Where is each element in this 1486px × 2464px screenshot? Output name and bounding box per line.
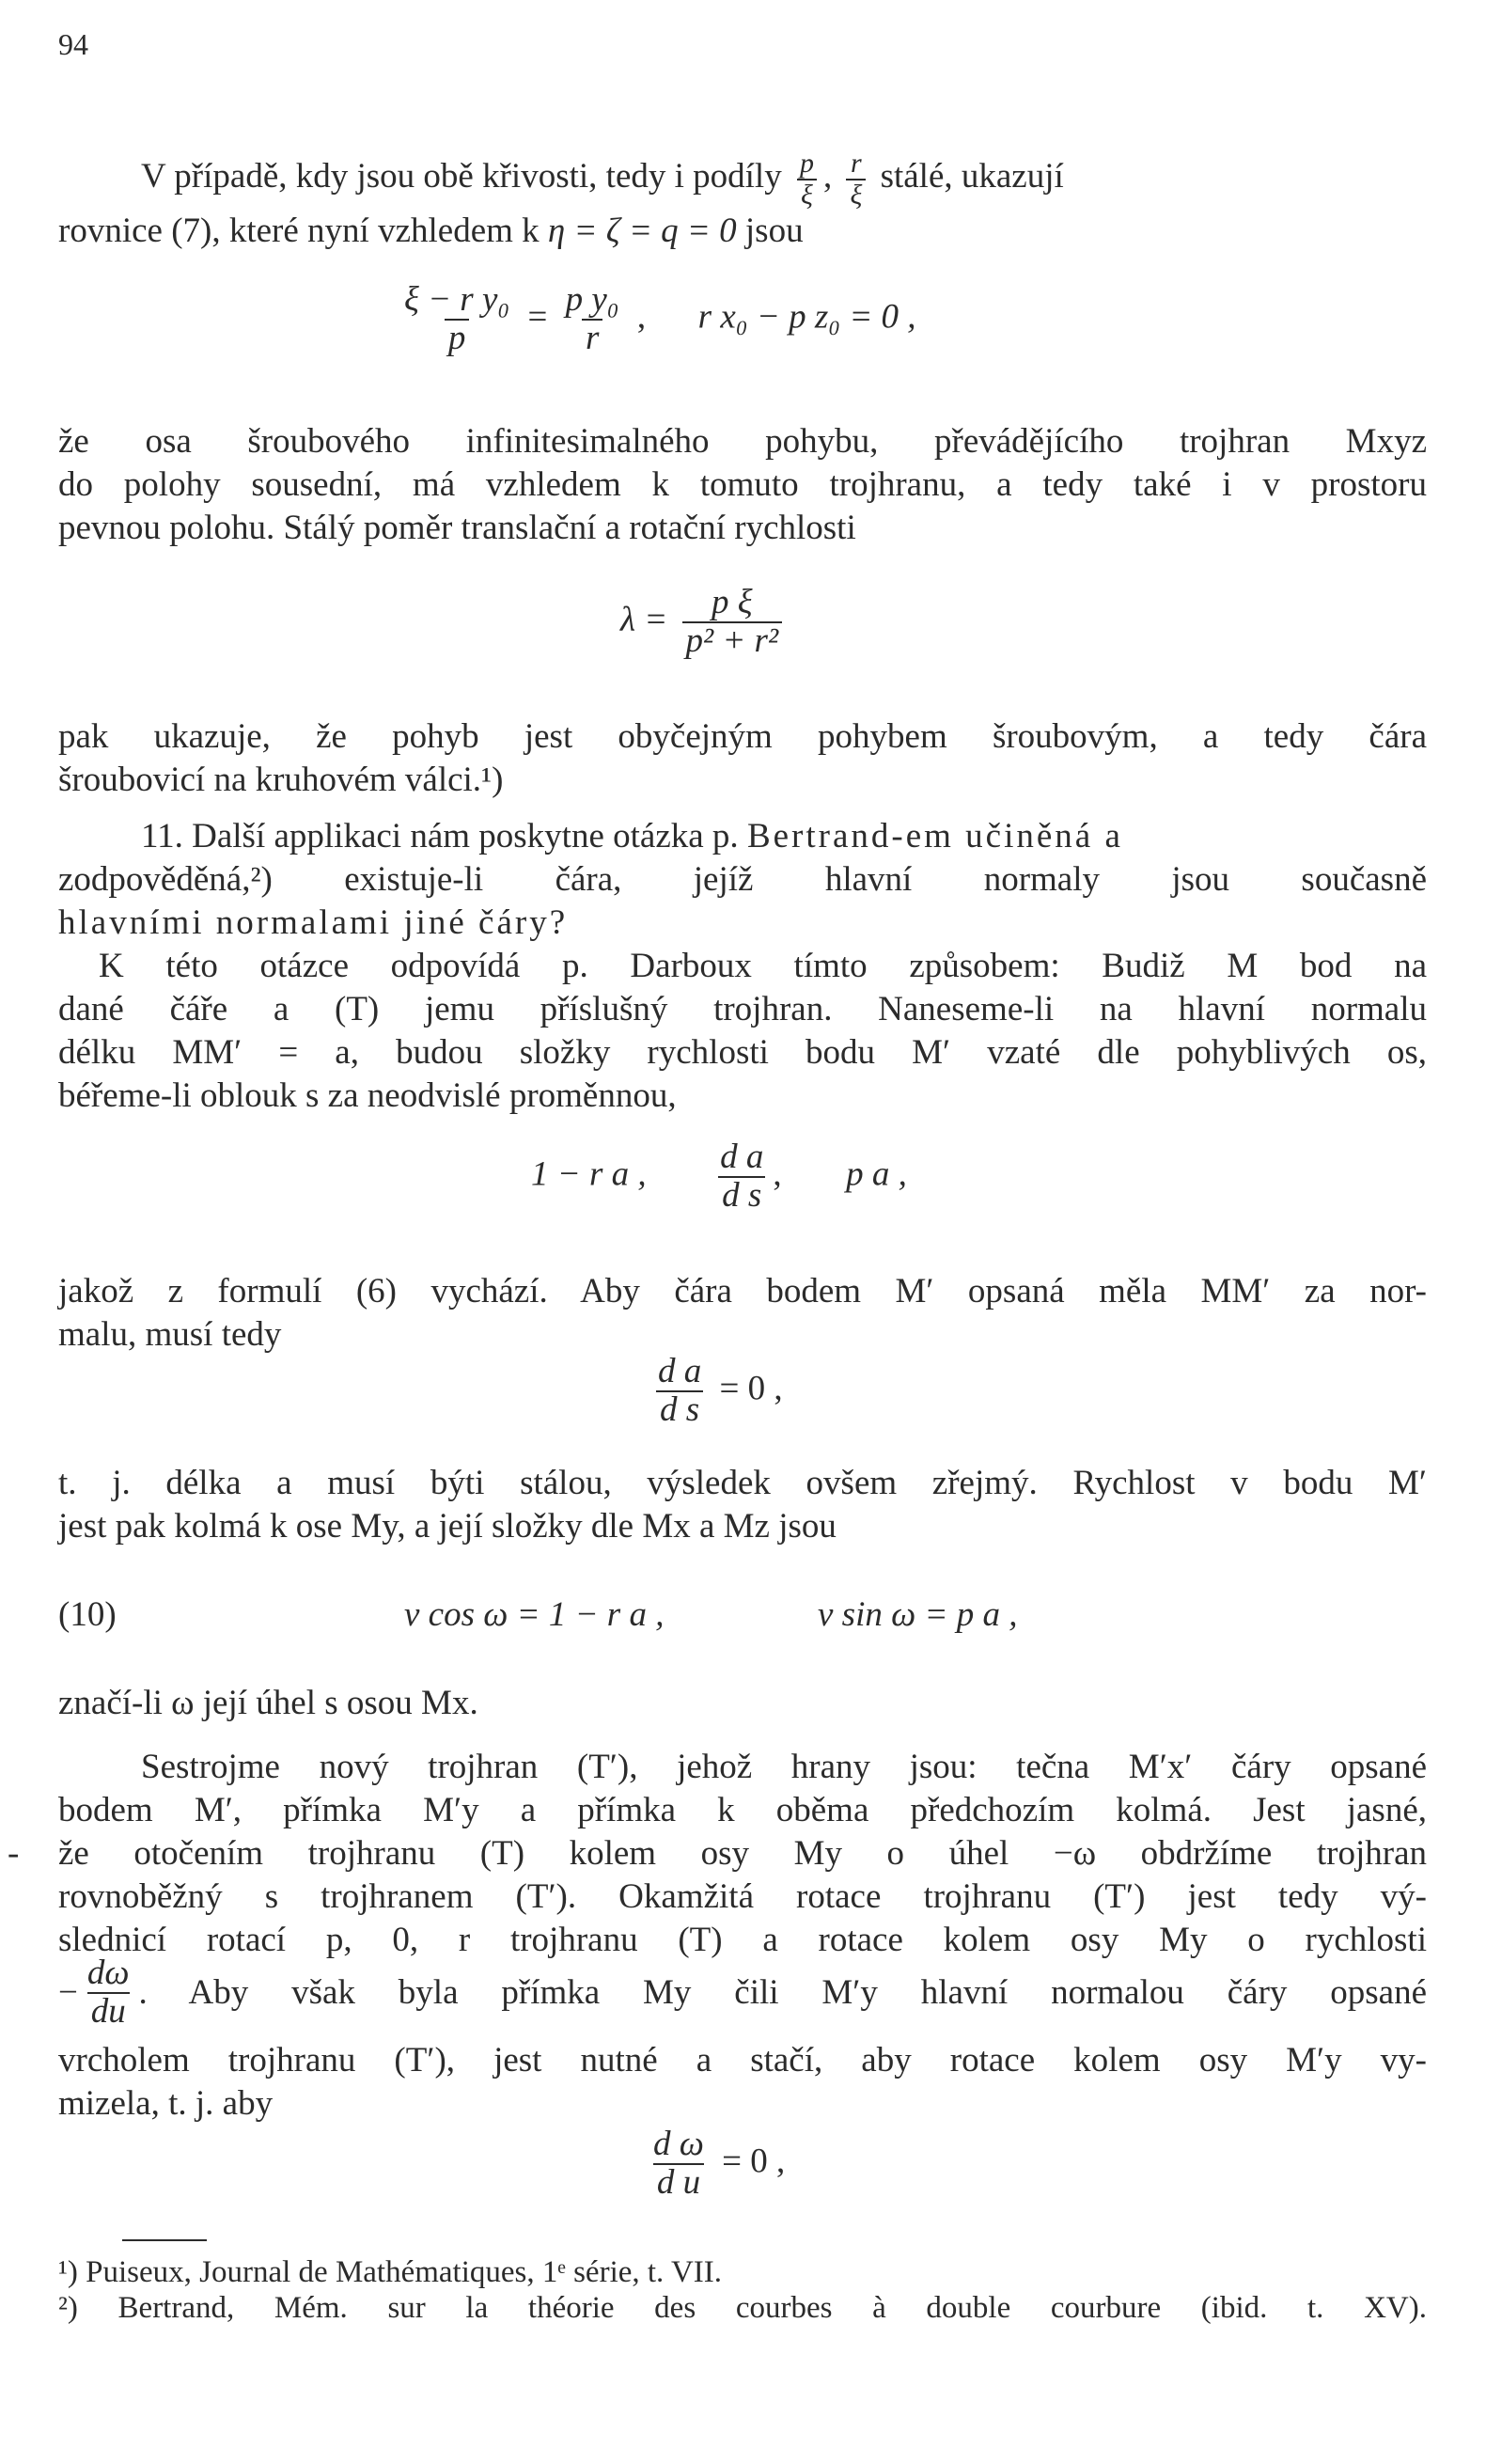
fraction <box>716 1139 767 1215</box>
footnote: ¹) Puiseux, Journal de Mathématiques, 1ᵉ série, t. VII. <box>58 2255 723 2289</box>
text-line: pevnou polohu. Stálý poměr translační a rotační rychlosti <box>58 509 856 547</box>
fraction-denominator: d u <box>653 2163 704 2202</box>
text-line: K této otázce odpovídá p. Darboux tímto způsobem: Budiž M bod na <box>99 947 1427 985</box>
page-number: 94 <box>58 27 88 61</box>
text-line: jakož z formulí (6) vychází. Aby čára bodem M′ opsaná měla MM′ za nor- <box>58 1272 1427 1310</box>
equation: v cos ω = 1 − r a , <box>404 1595 665 1634</box>
text-span: stálé, ukazují <box>880 156 1064 196</box>
fraction-denominator: p <box>445 319 470 357</box>
text-line: V případě, kdy jsou obě křivosti, tedy i podíly $\frac{p}{\xi}$ , $\frac{r}{\xi}$ stálé, ukazují <box>141 148 1064 211</box>
text-line <box>141 816 1123 857</box>
text-line: že osa šroubového infinitesimalného pohybu, převádějícího trojhran Mxyz <box>58 422 1427 461</box>
fraction <box>682 585 783 660</box>
equation: v sin ω = p a , <box>818 1595 1018 1634</box>
fraction-denominator: du <box>87 1992 130 2031</box>
fraction-numerator: p ξ <box>711 583 753 621</box>
equation <box>649 1354 783 1429</box>
text-line: slednicí rotací p, 0, r trojhranu (T) a rotace kolem osy My o rychlosti <box>58 1921 1427 1959</box>
equation-part: λ = <box>620 600 668 639</box>
text-span: 11. Další applikaci nám poskytne otázka p. <box>141 817 739 855</box>
fraction-numerator: ξ − r y₀ <box>404 280 510 319</box>
text-line: zodpověděná,²) existuje-li čára, jejíž hlavní normaly jsou současně <box>58 860 1427 899</box>
fraction <box>649 2127 708 2202</box>
equation-part: = 0 , <box>722 2142 786 2181</box>
fraction <box>562 282 623 357</box>
text-line: pak ukazuje, že pohyb jest obyčejným pohybem šroubovým, a tedy čára <box>58 717 1427 756</box>
text-span: V případě, kdy jsou obě křivosti, tedy i podíly <box>141 156 782 196</box>
text-line: šroubovicí na kruhovém válci.¹) <box>58 761 504 799</box>
footnote: ²) Bertrand, Mém. sur la théorie des courbes à double courbure (ibid. t. XV). <box>58 2291 1427 2325</box>
text-line: hlavními normalami jiné čáry? <box>58 903 569 942</box>
fraction-numerator: dω <box>86 1954 130 1992</box>
text-line: Sestrojme nový trojhran (T′), jehož hrany jsou: tečna M′x′ čáry opsané <box>141 1748 1427 1786</box>
fraction-denominator: r <box>582 319 602 357</box>
equation: $\frac{\text{ξ − r y₀}}{p}$ = $\frac{\text{p y₀}}{r}$ , r x₀ − p z₀ = 0 , <box>395 282 916 357</box>
fraction-numerator: d a <box>720 1138 764 1176</box>
equation-part: r x₀ − p z₀ = 0 , <box>697 297 916 337</box>
equation <box>620 585 788 660</box>
equation-label: (10) <box>58 1595 117 1634</box>
text-line: rovnoběžný s trojhranem (T′). Okamžitá rotace trojhranu (T′) jest tedy vý- <box>58 1877 1427 1916</box>
fraction-numerator: d a <box>658 1352 702 1390</box>
fraction-denominator: p² + r² <box>682 621 783 660</box>
footnote-rule <box>122 2239 207 2241</box>
text-line: t. j. délka a musí býti stálou, výsledek ovšem zřejmý. Rychlost v bodu M′ <box>58 1464 1427 1502</box>
fraction-numerator: p <box>799 148 814 179</box>
fraction-denominator: ξ <box>797 179 817 211</box>
text-span: . Aby však byla přímka My čili M′y hlavní normalou čáry opsané <box>138 1972 1427 2012</box>
equation <box>644 2127 785 2202</box>
fraction <box>796 149 818 210</box>
equation-part: p a , <box>846 1154 907 1194</box>
minus-sign: − <box>58 1972 78 2012</box>
author-name: Bertrand <box>746 817 892 855</box>
text-line <box>58 211 804 252</box>
text-line: že otočením trojhranu (T) kolem osy My o úhel −ω obdržíme trojhran <box>58 1834 1427 1873</box>
fraction <box>84 1955 133 2031</box>
fraction-denominator: d s <box>718 1176 765 1215</box>
text-line: délku MM′ = a, budou složky rychlosti bodu M′ vzaté dle pohyblivých os, <box>58 1033 1427 1072</box>
text-line: bodem M′, přímka M′y a přímka k oběma předchozím kolmá. Jest jasné, <box>58 1791 1427 1829</box>
text-line: značí-li ω její úhel s osou Mx. <box>58 1684 478 1722</box>
text-line: mizela, t. j. aby <box>58 2084 274 2123</box>
math-inline: η = ζ = q = 0 <box>547 212 737 250</box>
text-line: vrcholem trojhranu (T′), jest nutné a stačí, aby rotace kolem osy M′y vy- <box>58 2041 1427 2079</box>
text-line: dané čáře a (T) jemu příslušný trojhran. Naneseme-li na hlavní normalu <box>58 990 1427 1028</box>
fraction <box>400 282 513 357</box>
fraction-numerator: d ω <box>653 2125 704 2163</box>
text-line <box>58 1955 1427 2031</box>
fraction-denominator: ξ <box>846 179 866 211</box>
equation-part: = 0 , <box>719 1369 783 1408</box>
equation-part: 1 − r a , <box>531 1154 647 1194</box>
text-line: jest pak kolmá k ose My, a její složky dle Mx a Mz jsou <box>58 1507 837 1546</box>
fraction <box>846 149 866 210</box>
equation: 1 − r a , $\frac{\text{d a}}{\text{d s}}$ , p a , <box>531 1138 907 1215</box>
fraction <box>654 1354 705 1429</box>
text-line: béřeme-li oblouk s za neodvislé proměnnou, <box>58 1076 677 1115</box>
text-line: do polohy sousední, má vzhledem k tomuto trojhranu, a tedy také i v prostoru <box>58 465 1427 504</box>
fraction-numerator: p y₀ <box>565 280 619 319</box>
fraction-denominator: d s <box>656 1390 703 1429</box>
text-span: -em učiněná a <box>891 817 1123 855</box>
margin-mark: - <box>8 1834 20 1873</box>
text-span: jsou <box>744 212 804 250</box>
fraction-numerator: r <box>851 148 862 179</box>
text-span: rovnice (7), které nyní vzhledem k <box>58 212 540 250</box>
text-line: malu, musí tedy <box>58 1315 282 1354</box>
